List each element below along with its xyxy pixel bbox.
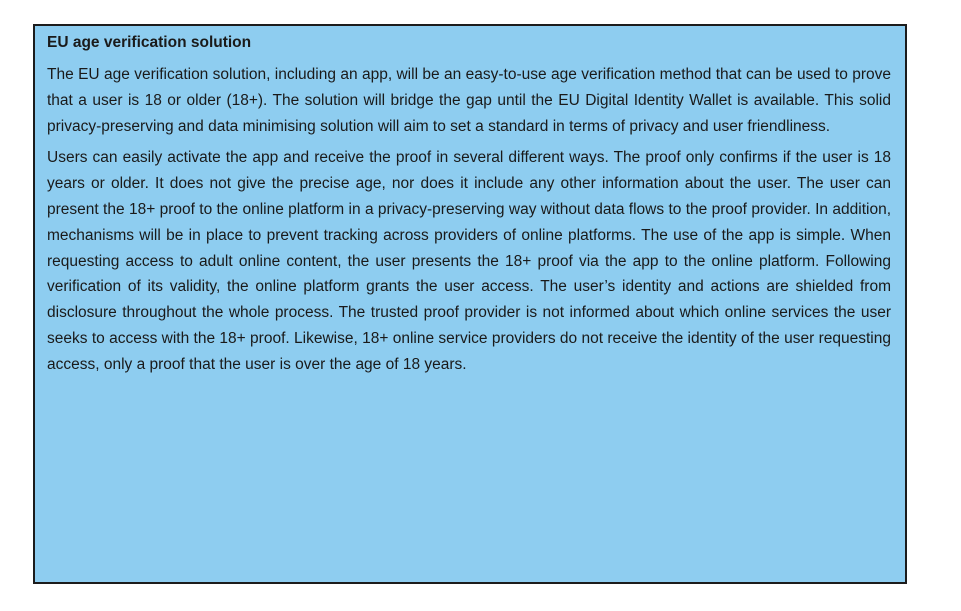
paragraph-intro: The EU age verification solution, including an app, will be an easy-to-use age verification method that can be used to prove that a user is 18 or older (18+). The solution will bridge the gap until the EU Digital Identity Wallet is available. This solid privacy-preserving and data minimising solution will aim to set a standard in terms of privacy and user friendliness. — [47, 66, 891, 135]
box-title: EU age verification solution — [47, 34, 252, 51]
paragraph-details: Users can easily activate the app and receive the proof in several different ways. The proof only confirms if the user is 18 years or older. It does not give the precise age, nor does it include any other information about the user. The user can present the 18+ proof to the online platform in a privacy-preserving way without data flows to the proof provider. In addition, mechanisms will be in place to prevent tracking across providers of online platforms. The use of the app is simple. When requesting access to adult online content, the user presents the 18+ proof via the app to the online platform. Following verification of its validity, the online platform grants the user access. The user’s identity and actions are shielded from disclosure throughout the whole process. The trusted proof provider is not informed about which online services the user seeks to access with the 18+ proof. Likewise, 18+ online service providers do not receive the identity of the user requesting access, only a proof that the user is over the age of 18 years. — [47, 149, 891, 373]
info-box — [33, 24, 907, 584]
